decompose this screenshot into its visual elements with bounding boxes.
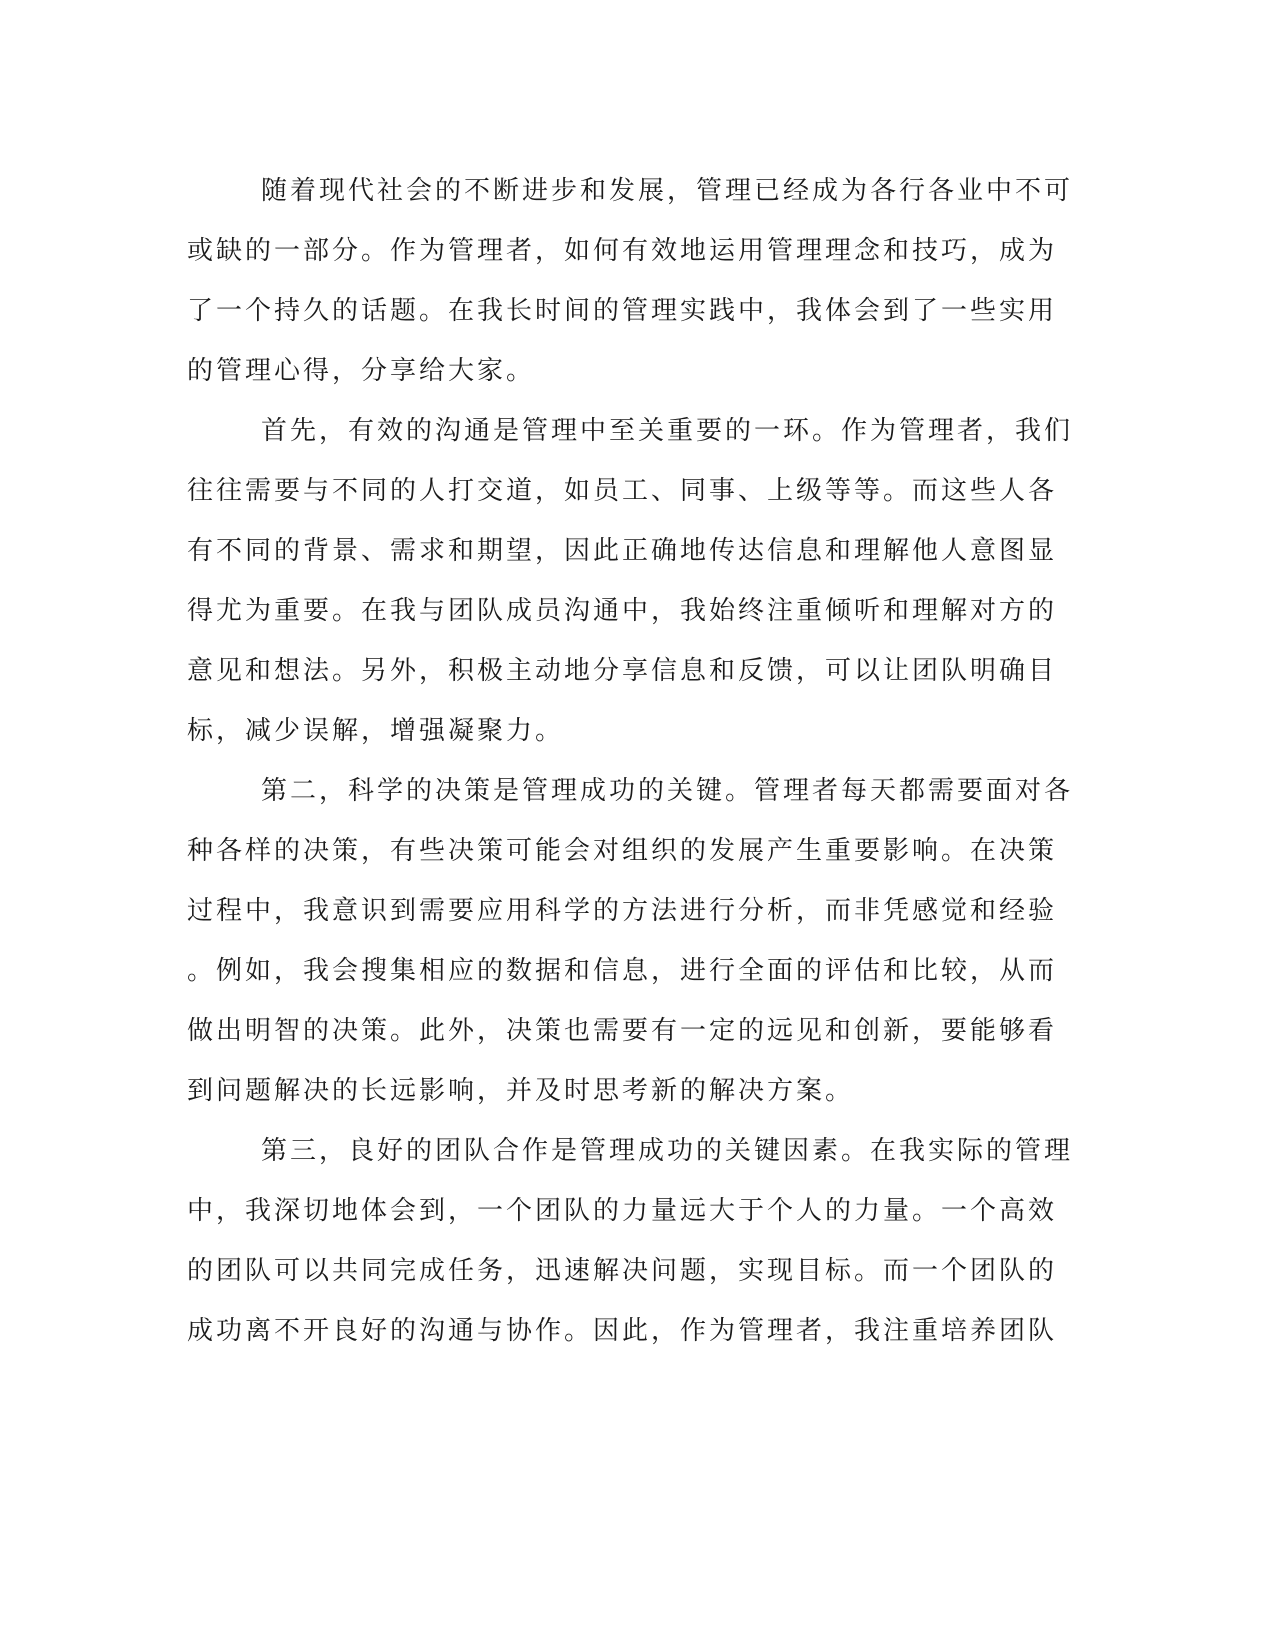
paragraph-4-line-2: 中，我深切地体会到，一个团队的力量远大于个人的力量。一个高效 xyxy=(187,1196,1058,1226)
paragraph-2-line-1: 首先，有效的沟通是管理中至关重要的一环。作为管理者，我们 xyxy=(261,416,1074,446)
paragraph-2-line-5: 意见和想法。另外，积极主动地分享信息和反馈，可以让团队明确目 xyxy=(187,656,1058,686)
paragraph-4-line-1: 第三，良好的团队合作是管理成功的关键因素。在我实际的管理 xyxy=(261,1136,1074,1166)
paragraph-4-line-3: 的团队可以共同完成任务，迅速解决问题，实现目标。而一个团队的 xyxy=(187,1256,1058,1286)
paragraph-2-line-3: 有不同的背景、需求和期望，因此正确地传达信息和理解他人意图显 xyxy=(187,536,1058,566)
document-body xyxy=(187,161,1074,1361)
paragraph-1-line-1: 随着现代社会的不断进步和发展，管理已经成为各行各业中不可 xyxy=(261,176,1074,206)
paragraph-4-line-4: 成功离不开良好的沟通与协作。因此，作为管理者，我注重培养团队 xyxy=(187,1316,1058,1346)
paragraph-3-line-2: 种各样的决策，有些决策可能会对组织的发展产生重要影响。在决策 xyxy=(187,836,1058,866)
paragraph-3-line-1: 第二，科学的决策是管理成功的关键。管理者每天都需要面对各 xyxy=(261,776,1074,806)
paragraph-3-line-5: 做出明智的决策。此外，决策也需要有一定的远见和创新，要能够看 xyxy=(187,1016,1058,1046)
paragraph-2-line-4: 得尤为重要。在我与团队成员沟通中，我始终注重倾听和理解对方的 xyxy=(187,596,1058,626)
paragraph-2-line-2: 往往需要与不同的人打交道，如员工、同事、上级等等。而这些人各 xyxy=(187,476,1058,506)
paragraph-3-line-3: 过程中，我意识到需要应用科学的方法进行分析，而非凭感觉和经验 xyxy=(187,896,1058,926)
paragraph-1-line-2: 或缺的一部分。作为管理者，如何有效地运用管理理念和技巧，成为 xyxy=(187,236,1058,266)
paragraph-1-line-4: 的管理心得，分享给大家。 xyxy=(187,356,536,386)
paragraph-2-line-6: 标，减少误解，增强凝聚力。 xyxy=(187,716,565,746)
paragraph-1-line-3: 了一个持久的话题。在我长时间的管理实践中，我体会到了一些实用 xyxy=(187,296,1058,326)
paragraph-3-line-4: 。例如，我会搜集相应的数据和信息，进行全面的评估和比较，从而 xyxy=(187,956,1058,986)
paragraph-3-line-6: 到问题解决的长远影响，并及时思考新的解决方案。 xyxy=(187,1076,855,1106)
